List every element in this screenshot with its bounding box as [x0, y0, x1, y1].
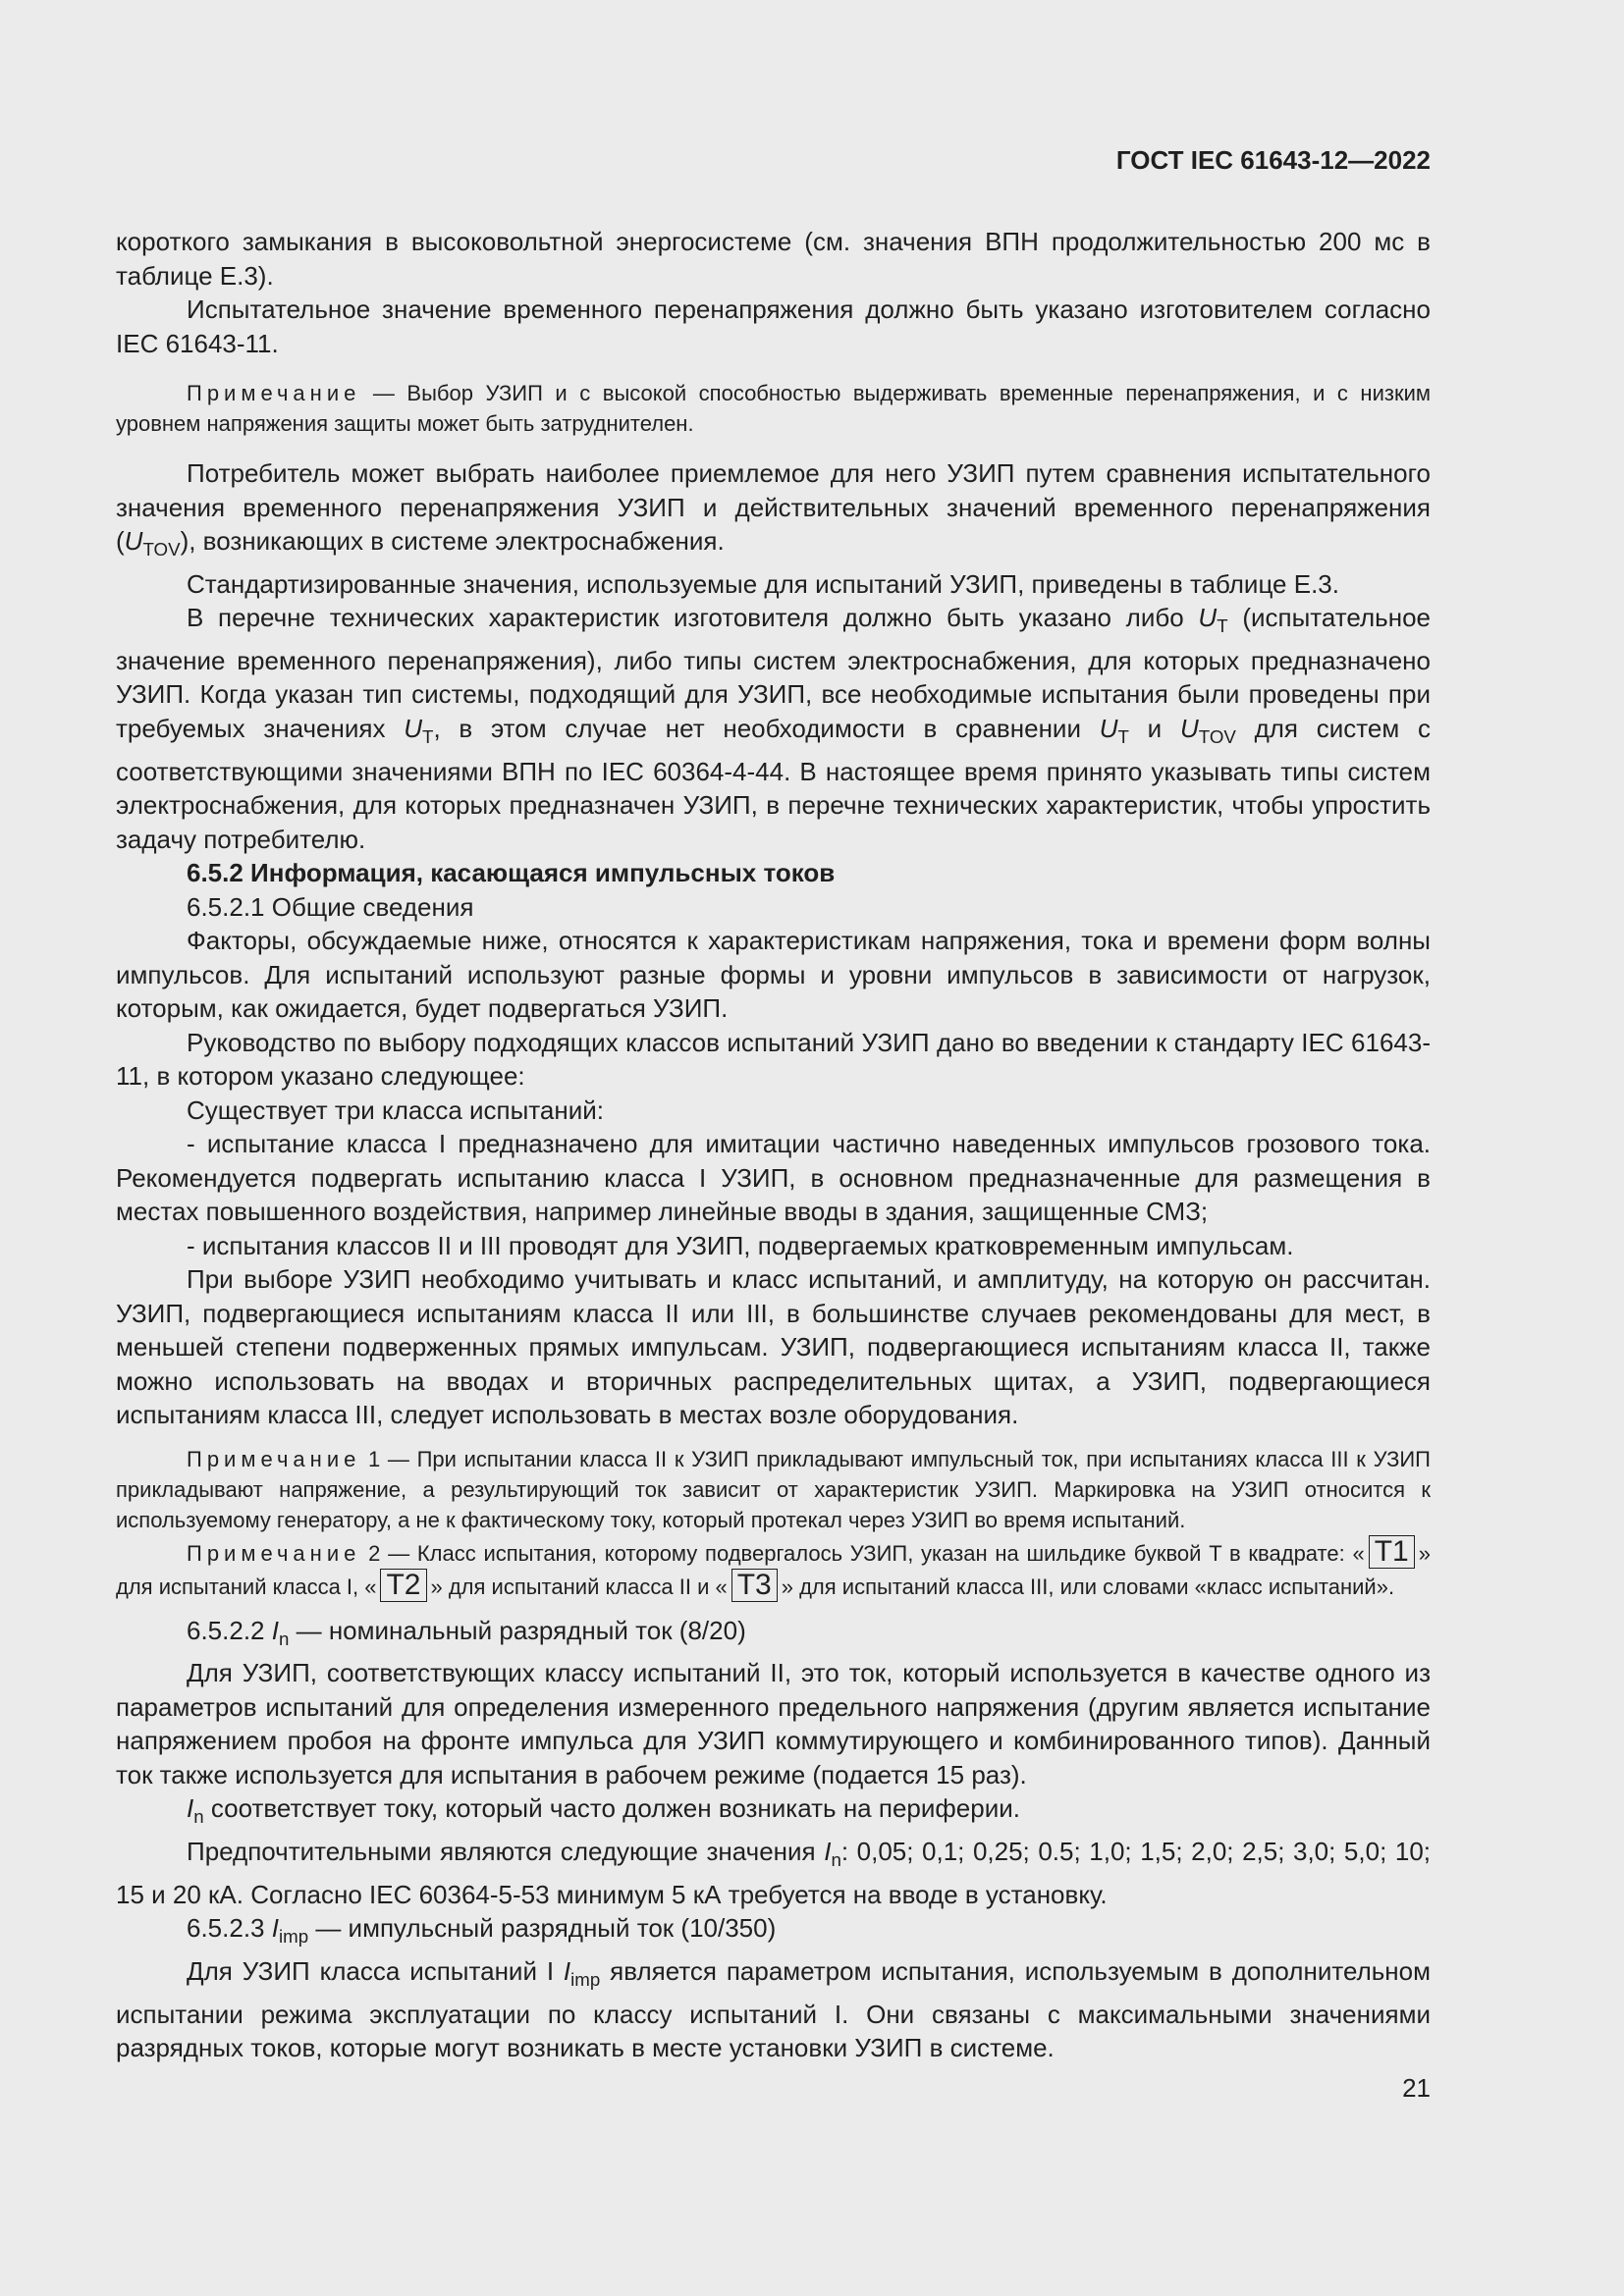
- paragraph: Существует три класса испытаний:: [187, 1095, 605, 1125]
- note: Примечание 2 — Класс испытания, которому подвергалось УЗИП, указан на шильдике буквой T в квадрате: « T1 » для испытаний класса I, « T2 » для испытаний класса II и « T3 » для испытаний класса III, или словами «класс испытаний».: [116, 1534, 1431, 1601]
- paragraph: короткого замыкания в высоковольтной энергосистеме (см. значения ВПН продолжительностью 200 мс в таблице Е.3).: [116, 227, 1431, 291]
- document-body: [116, 225, 1431, 2065]
- paragraph: Стандартизированные значения, используемые для испытаний УЗИП, приведены в таблице Е.3.: [187, 568, 1339, 599]
- paragraph: Для УЗИП класса испытаний I $I_{imp}$ является параметром испытания, используемым в дополнительном испытании режима эксплуатации по классу испытаний I. Они связаны с максимальными значениями разрядных токов, которые могут возникать в месте установки УЗИП в системе.: [116, 1955, 1431, 2062]
- note-label: Примечание: [187, 1446, 361, 1471]
- note: [116, 378, 1431, 439]
- page-number: 21: [1402, 2073, 1431, 2103]
- paragraph: Для УЗИП, соответствующих классу испытаний II, это ток, который используется в качестве одного из параметров испытаний для определения измеренного предельного напряжения (другим является испытание напряжением пробоя на фронте импульса для УЗИП коммутирующего и комбинированного типов). Данный ток также используется для испытания в рабочем режиме (подается 15 раз).: [116, 1658, 1431, 1789]
- note-label: Примечание: [187, 381, 361, 405]
- class-marking-t1: T1: [1369, 1535, 1415, 1569]
- paragraph: $I_n$ соответствует току, который часто должен возникать на периферии.: [187, 1793, 1020, 1828]
- paragraph: Испытательное значение временного перенапряжения должно быть указано изготовителем согласно IEC 61643-11.: [116, 294, 1431, 358]
- list-item: - испытания классов II и III проводят для УЗИП, подвергаемых кратковременным импульсам.: [187, 1230, 1294, 1260]
- note: [116, 1444, 1431, 1535]
- list-item: - испытание класса I предназначено для имитации частично наведенных импульсов грозового тока. Рекомендуется подвергать испытанию класса I УЗИП, в основном предназначенные для размещения в местах повышенного воздействия, например линейные вводы в здания, защищенные СМЗ;: [116, 1129, 1431, 1227]
- paragraph: Потребитель может выбрать наиболее приемлемое для него УЗИП путем сравнения испытательного значения временного перенапряжения УЗИП и действительных значений временного перенапряжения $(U_{TOV})$, возникающих в системе электроснабжения.: [116, 458, 1431, 561]
- paragraph: При выборе УЗИП необходимо учитывать и класс испытаний, и амплитуду, на которую он рассчитан. УЗИП, подвергающиеся испытаниям класса II или III, в большинстве случаев рекомендованы для мест, в меньшей степени подверженных прямых импульсам. УЗИП, подвергающиеся испытаниям класса II, также можно использовать на вводах и вторичных распределительных щитах, а УЗИП, подвергающиеся испытаниям класса III, следует использовать в местах возле оборудования.: [116, 1264, 1431, 1430]
- paragraph: Факторы, обсуждаемые ниже, относятся к характеристикам напряжения, тока и времени форм волны импульсов. Для испытаний используют разные формы и уровни импульсов в зависимости от нагрузок, которым, как ожидается, будет подвергаться УЗИП.: [116, 926, 1431, 1024]
- class-marking-t3: T3: [731, 1569, 778, 1602]
- document-header: ГОСТ IEC 61643-12—2022: [1115, 145, 1431, 175]
- note-label: Примечание: [187, 1540, 361, 1566]
- class-marking-t2: T2: [380, 1569, 426, 1602]
- paragraph: В перечне технических характеристик изготовителя должно быть указано либо $U_T$ (испытательное значение временного перенапряжения), либо типы систем электроснабжения, для которых предназначено УЗИП. Когда указан тип системы, подходящий для УЗИП, все необходимые испытания были проведены при требуемых значениях $U_T$, в этом случае нет необходимости в сравнении $U_T$ и $U_{TOV}$ для систем с соответствующими значениями ВПН по IEC 60364-4-44. В настоящее время принято указывать типы систем электроснабжения, для которых предназначен УЗИП, в перечне технических характеристик, чтобы упростить задачу потребителю.: [116, 603, 1431, 854]
- paragraph: Предпочтительными являются следующие значения $I_n$: 0,05; 0,1; 0,25; 0.5; 1,0; 1,5; 2,0; 2,5; 3,0; 5,0; 10; 15 и 20 кА. Согласно IEC 60364-5-53 минимум 5 кА требуется на вводе в установку.: [116, 1836, 1431, 1909]
- section-heading: 6.5.2 Информация, касающаяся импульсных токов: [187, 858, 836, 888]
- note-text: — Выбор УЗИП и с высокой способностью выдерживать временные перенапряжения, и с низким уровнем напряжения защиты может быть затруднителен.: [116, 381, 1431, 436]
- subsection-heading: 6.5.2.2 $I_n$ — номинальный разрядный ток (8/20): [187, 1615, 746, 1649]
- subsection-heading: 6.5.2.3 $I_{imp}$ — импульсный разрядный ток (10/350): [187, 1913, 777, 1948]
- paragraph: Руководство по выбору подходящих классов испытаний УЗИП дано во введении к стандарту IEC 61643-11, в котором указано следующее:: [116, 1027, 1431, 1092]
- note-text: 1 — При испытании класса II к УЗИП прикладывают импульсный ток, при испытаниях класса III к УЗИП прикладывают напряжение, а результирующий ток зависит от характеристик УЗИП. Маркировка на УЗИП относится к используемому генератору, а не к фактическому току, который протекал через УЗИП во время испытаний.: [116, 1446, 1431, 1532]
- subsection-heading: 6.5.2.1 Общие сведения: [187, 891, 474, 922]
